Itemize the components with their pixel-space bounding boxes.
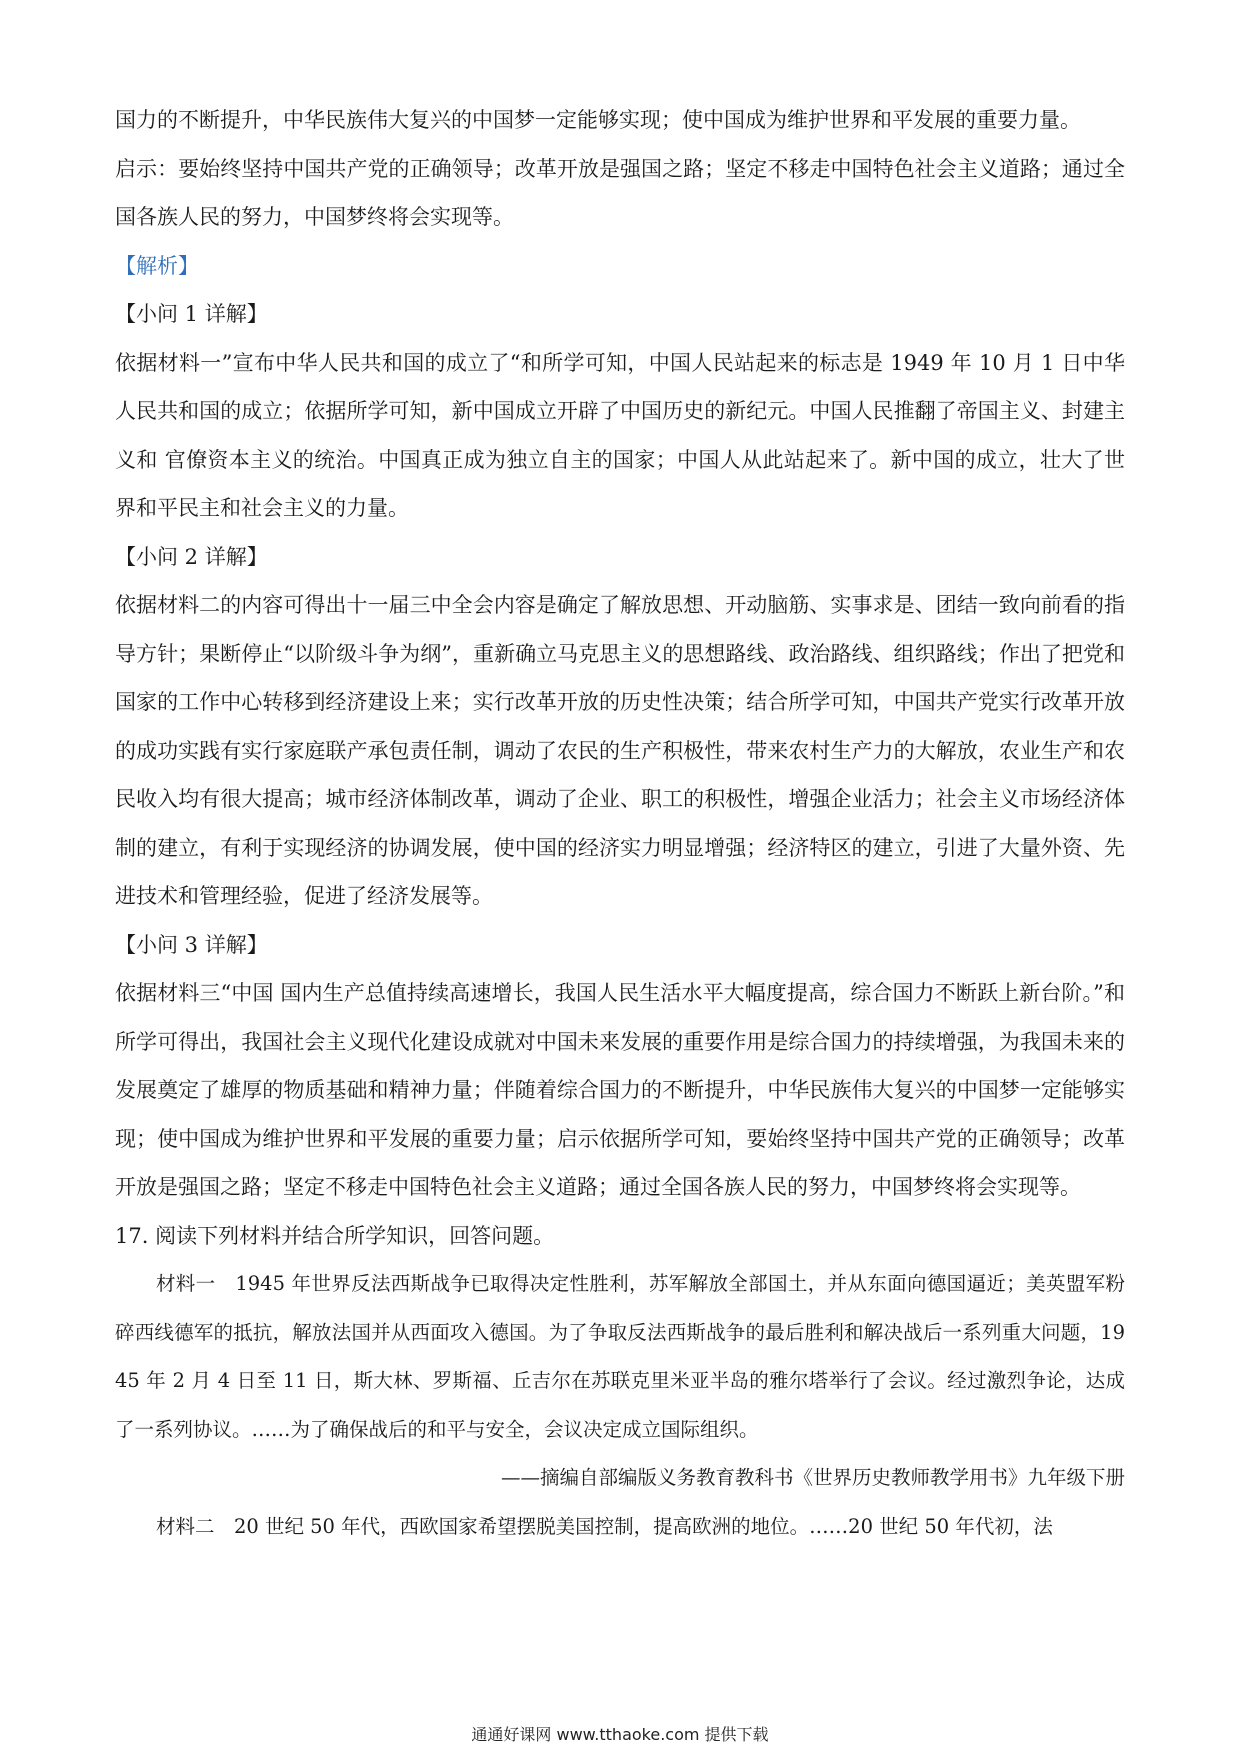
q3-detail: 依据材料三“中国 国内生产总值持续高速增长，我国人民生活水平大幅度提高，综合国力不断跃上新台阶。”和所学可得出，我国社会主义现代化建设成就对中国未来发展的重要作用是综合国力的持续增强，为我国未来的发展奠定了雄厚的物质基础和精神力量；伴随着综合国力的不断提升，中华民族伟大复兴的中国梦一定能够实现；使中国成为维护世界和平发展的重要力量；启示依据所学可知，要始终坚持中国共产党的正确领导；改革开放是强国之路；坚定不移走中国特色社会主义道路；通过全国各族人民的努力，中国梦终将会实现等。 [115, 981, 1125, 1199]
answer-line: 国力的不断提升，中华民族伟大复兴的中国梦一定能够实现；使中国成为维护世界和平发展的重要力量。 [115, 108, 1081, 132]
answer-inspiration: 启示：要始终坚持中国共产党的正确领导；改革开放是强国之路；坚定不移走中国特色社会主义道路；通过全国各族人民的努力，中国梦终将会实现等。 [115, 156, 1125, 229]
material-two: 材料二 20 世纪 50 年代，西欧国家希望摆脱美国控制，提高欧洲的地位。……20 世纪 50 年代初，法 [155, 1514, 1053, 1538]
document-body [115, 96, 1125, 1551]
question-17-stem: 17. 阅读下列材料并结合所学知识，回答问题。 [115, 1223, 555, 1248]
q1-heading: 【小问 1 详解】 [115, 302, 268, 326]
q2-detail: 依据材料二的内容可得出十一届三中全会内容是确定了解放思想、开动脑筋、实事求是、团结一致向前看的指导方针；果断停止“以阶级斗争为纲”，重新确立马克思主义的思想路线、政治路线、组织路线；作出了把党和国家的工作中心转移到经济建设上来；实行改革开放的历史性决策；结合所学可知，中国共产党实行改革开放的成功实践有实行家庭联产承包责任制，调动了农民的生产积极性，带来农村生产力的大解放，农业生产和农民收入均有很大提高；城市经济体制改革，调动了企业、职工的积极性，增强企业活力；社会主义市场经济体制的建立，有利于实现经济的协调发展，使中国的经济实力明显增强；经济特区的建立，引进了大量外资、先进技术和管理经验，促进了经济发展等。 [115, 593, 1125, 908]
page-footer: 通通好课网 www.tthaoke.com 提供下载 [471, 1725, 769, 1744]
q1-detail: 依据材料一”宣布中华人民共和国的成立了“和所学可知，中国人民站起来的标志是 1949 年 10 月 1 日中华人民共和国的成立；依据所学可知，新中国成立开辟了中国历史的新纪元。中国人民推翻了帝国主义、封建主义和 官僚资本主义的统治。中国真正成为独立自主的国家；中国人从此站起来了。新中国的成立，壮大了世 界和平民主和社会主义的力量。 [115, 350, 1125, 520]
analysis-label: 【解析】 [115, 253, 199, 278]
q2-heading: 【小问 2 详解】 [115, 544, 268, 569]
material-one-source: ——摘编自部编版义务教育教科书《世界历史教师教学用书》九年级下册 [500, 1466, 1125, 1489]
q3-heading: 【小问 3 详解】 [115, 932, 268, 957]
material-one: 材料一 1945 年世界反法西斯战争已取得决定性胜利，苏军解放全部国土，并从东面向德国逼近；美英盟军粉碎西线德军的抵抗，解放法国并从西面攻入德国。为了争取反法西斯战争的最后胜利和解决战后一系列重大问题，1945 年 2 月 4 日至 11 日，斯大林、罗斯福、丘吉尔在苏联克里米亚半岛的雅尔塔举行了会议。经过激烈争论，达成了一系列协议。……为了确保战后的和平与安全，会议决定成立国际组织。 [115, 1272, 1125, 1441]
